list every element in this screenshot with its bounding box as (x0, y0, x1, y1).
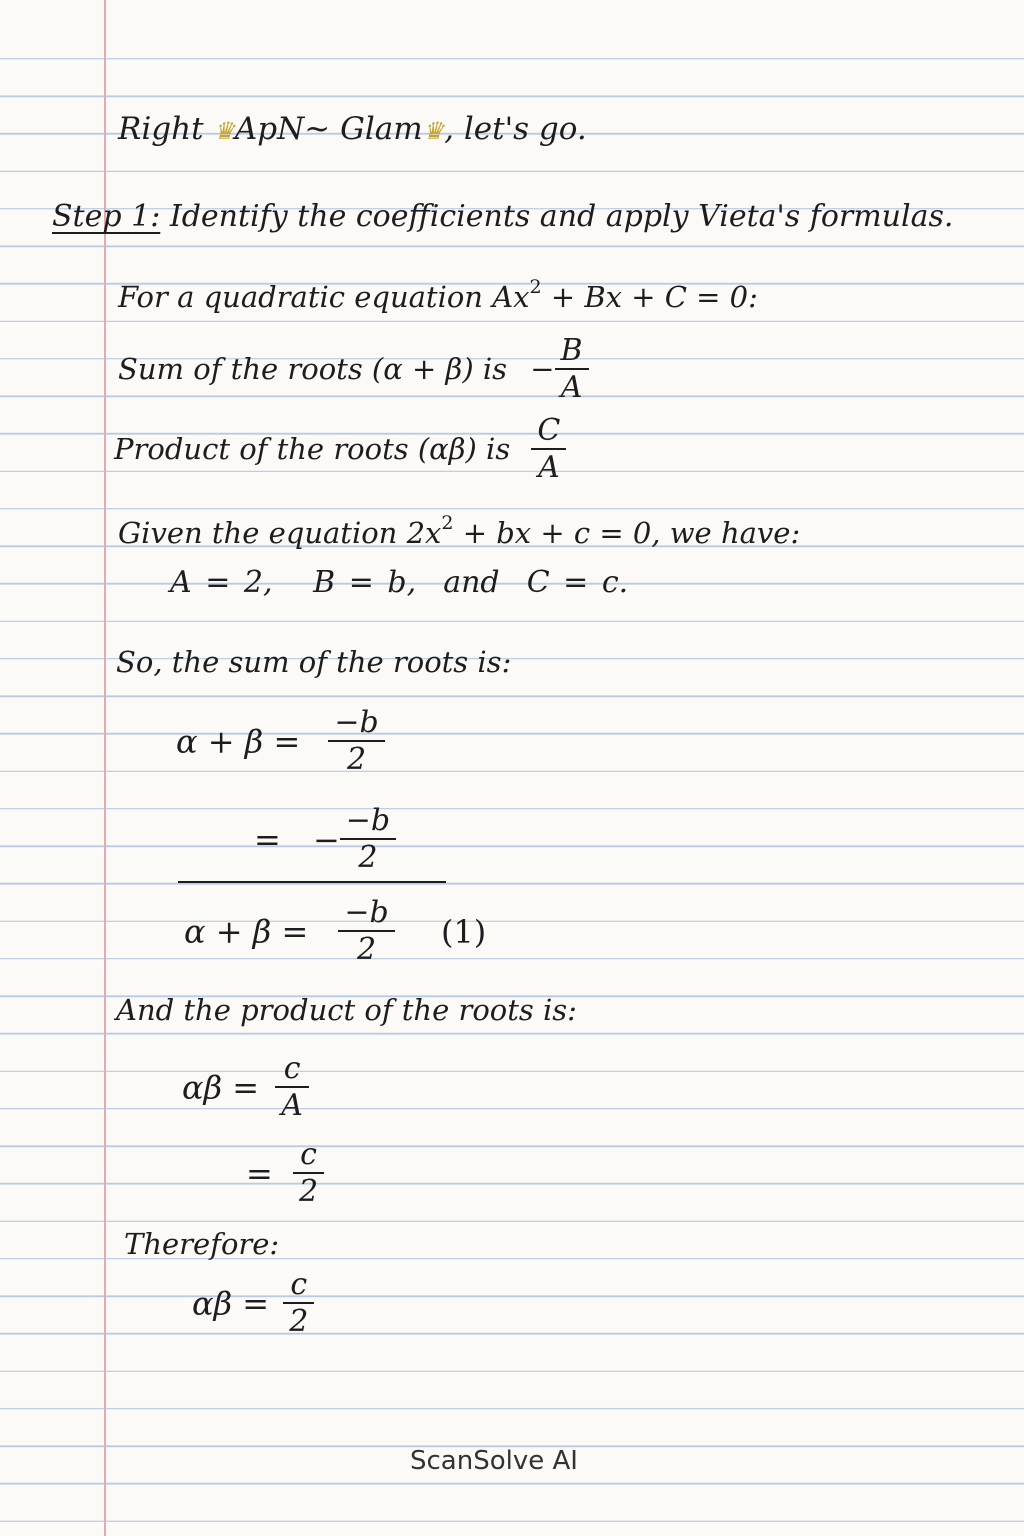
therefore-label: Therefore: (124, 1227, 280, 1261)
equation-tag: (1) (440, 912, 487, 951)
step1-label: Step 1: (52, 199, 161, 234)
sum-intro: So, the sum of the roots is: (116, 645, 512, 679)
product-equation-line-2 (246, 1137, 324, 1209)
product-rule-prefix: Product of the roots (αβ) is (114, 432, 511, 466)
product-result-fraction (283, 1267, 314, 1339)
sum-result-line (184, 895, 487, 967)
equation-lhs: αβ = (182, 1068, 260, 1107)
crown-icon: ♛ (422, 117, 445, 145)
given-exponent: 2 (441, 512, 454, 534)
equation-lhs: αβ = (192, 1284, 270, 1323)
fraction-numerator: −b (328, 708, 384, 742)
fraction-denominator: 2 (289, 1304, 309, 1339)
product-equation-line-1 (182, 1051, 309, 1123)
fraction-numerator: −b (340, 806, 396, 840)
sum-equation-line-2 (254, 803, 396, 875)
coeff-b: B = b, (313, 565, 417, 600)
quadratic-exponent: 2 (529, 276, 542, 298)
fraction-denominator: A (560, 370, 583, 405)
quadratic-term: Ax (492, 280, 530, 314)
fraction-numerator: C (531, 416, 566, 450)
footer-brand: ScanSolve AI (410, 1446, 578, 1476)
equation-lhs: = (254, 820, 281, 859)
given-rest: + bx + c = 0, we have: (462, 516, 801, 550)
sum-rule-line (118, 333, 589, 405)
fraction-denominator: 2 (357, 932, 377, 967)
sum-rule-sign: − (530, 352, 555, 386)
coefficients-line (170, 565, 629, 600)
sum-fraction (340, 803, 396, 875)
given-prefix: Given the equation (118, 516, 398, 550)
coeff-and: and (443, 565, 500, 600)
fraction-numerator: −b (338, 898, 394, 932)
sum-rule-prefix: Sum of the roots (α + β) is (118, 352, 508, 386)
product-fraction (275, 1051, 309, 1123)
fraction-denominator: 2 (358, 840, 378, 875)
fraction-denominator: 2 (298, 1174, 319, 1209)
product-result-line (192, 1267, 314, 1339)
sum-equation-line-1 (176, 705, 385, 777)
result-rule (178, 881, 446, 883)
fraction-numerator: c (293, 1140, 324, 1174)
equation-lhs: = (246, 1154, 273, 1193)
equation-lhs: α + β = (176, 722, 301, 761)
product-rule-line (114, 413, 566, 485)
step1-text: Identify the coefficients and apply Vieta's formulas. (169, 199, 954, 234)
fraction-denominator: 2 (347, 742, 367, 777)
given-term: 2x (406, 516, 442, 550)
fraction-numerator: c (275, 1054, 309, 1088)
sum-fraction (328, 705, 384, 777)
step1-heading (52, 199, 954, 234)
product-rule-fraction (531, 413, 566, 485)
fraction-numerator: c (283, 1270, 314, 1304)
equation-lhs: α + β = (184, 912, 309, 951)
fraction-numerator: B (555, 336, 589, 370)
intro-name: ApN~ Glam (234, 111, 423, 147)
fraction-denominator: A (538, 450, 560, 485)
intro-word: Right (118, 111, 204, 147)
given-line (118, 514, 800, 548)
quadratic-prefix: For a quadratic equation (118, 280, 483, 314)
quadratic-rest: + Bx + C = 0: (550, 280, 758, 314)
product-fraction (293, 1137, 324, 1209)
coeff-c: C = c. (526, 565, 629, 600)
sum-sign: − (312, 820, 340, 859)
quadratic-line (118, 278, 758, 312)
product-intro: And the product of the roots is: (116, 993, 577, 1027)
sum-result-fraction (338, 895, 394, 967)
fraction-denominator: A (281, 1088, 303, 1123)
sum-rule-fraction (555, 333, 589, 405)
coeff-a: A = 2, (170, 565, 273, 600)
intro-tail: , let's go. (444, 111, 587, 147)
crown-icon: ♛ (213, 117, 235, 145)
intro-line (118, 111, 587, 147)
